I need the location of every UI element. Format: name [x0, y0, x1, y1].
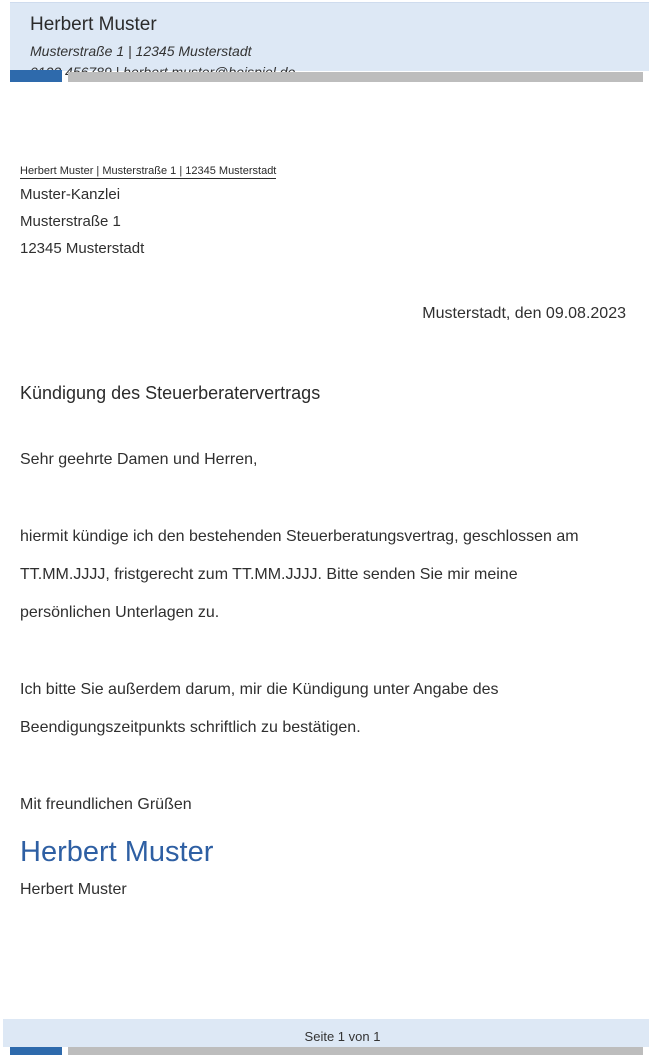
sender-address: Musterstraße 1 | 12345 Musterstadt — [30, 43, 252, 59]
paragraph-2-line-1: Ich bitte Sie außerdem darum, mir die Kündigung unter Angabe des — [20, 681, 499, 698]
recipient-name: Muster-Kanzlei — [20, 186, 121, 203]
return-address-line: Herbert Muster | Musterstraße 1 | 12345 Musterstadt — [20, 165, 277, 177]
footer-accent-bar-gray — [68, 1047, 643, 1055]
header-accent-bar-blue — [10, 70, 62, 82]
date-line: Musterstadt, den 09.08.2023 — [422, 305, 626, 322]
header-accent-bar-gray — [68, 72, 643, 82]
paragraph-2-line-2: Beendigungszeitpunkts schriftlich zu bestätigen. — [20, 719, 361, 736]
closing: Mit freundlichen Grüßen — [20, 796, 192, 813]
salutation: Sehr geehrte Damen und Herren, — [20, 451, 258, 468]
paragraph-1-line-1: hiermit kündige ich den bestehenden Steuerberatungsvertrag, geschlossen am — [20, 528, 579, 545]
signature: Herbert Muster — [20, 836, 214, 868]
paragraph-1-line-3: persönlichen Unterlagen zu. — [20, 604, 220, 621]
page-number: Seite 1 von 1 — [304, 1029, 381, 1044]
letter-subject: Kündigung des Steuerberatervertrags — [20, 383, 321, 403]
printed-name: Herbert Muster — [20, 881, 127, 898]
sender-name: Herbert Muster — [30, 14, 157, 35]
recipient-city: 12345 Musterstadt — [20, 240, 145, 257]
recipient-street: Musterstraße 1 — [20, 213, 121, 230]
footer-accent-bar-blue — [10, 1047, 62, 1055]
paragraph-1-line-2: TT.MM.JJJJ, fristgerecht zum TT.MM.JJJJ. Bitte senden Sie mir meine — [20, 566, 518, 583]
sender-contact — [30, 61, 295, 70]
